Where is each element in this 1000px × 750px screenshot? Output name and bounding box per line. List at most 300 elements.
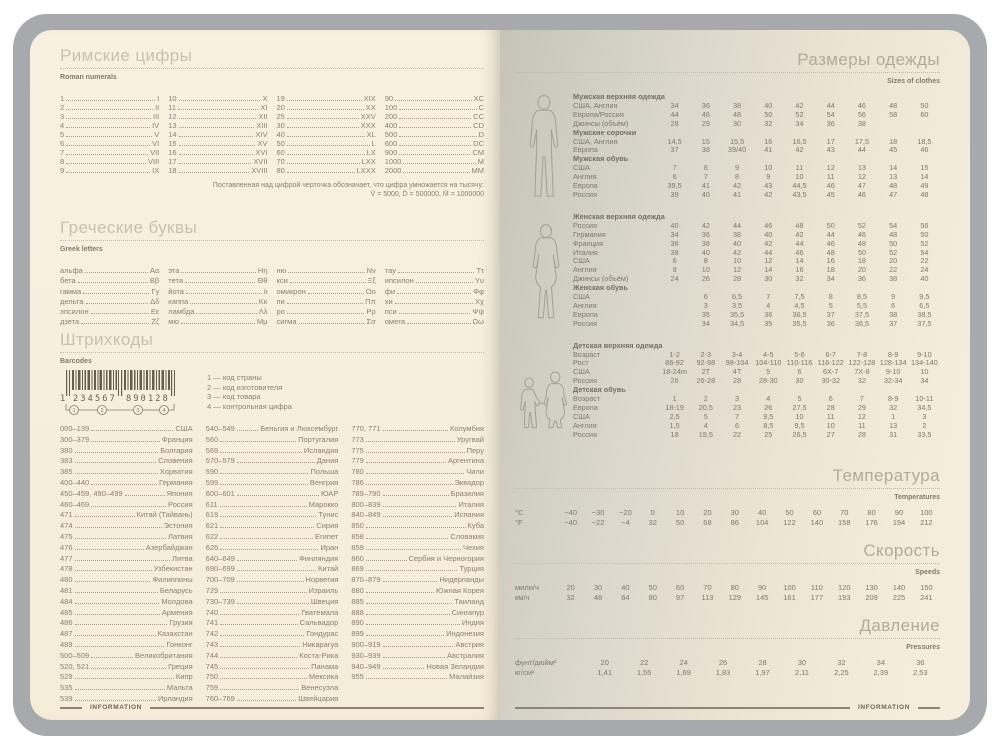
cell-value: 38 [701,238,710,248]
row-key: 100 [384,103,398,112]
cell-value: 45 [889,145,898,155]
left-page [30,30,500,720]
dotted-leader [366,473,464,474]
barcode-marker-4: 4 [162,408,166,414]
cell-value: 26,5 [792,429,807,439]
table-row [351,662,484,673]
dotted-leader [75,646,165,647]
cell-value: 9 [891,292,896,302]
section-title: Скорость [863,541,940,560]
cell-value: 5 [797,394,802,404]
row-key: 19 [276,94,285,103]
section-title: Давление [859,616,940,635]
cell-value: 22 [732,429,742,439]
dotted-leader [75,527,162,528]
cell-value: 98-104 [725,358,749,368]
row-key: 621 [205,521,219,531]
table-row [60,564,193,575]
table-row [573,422,940,431]
row-label: Англия [573,300,597,310]
table-row [277,130,376,139]
cell-value: 90 [758,583,767,592]
row-key: 622 [205,531,219,541]
table-row [206,608,339,619]
row-value: Филиппины [152,575,193,585]
cell-value: 13 [857,163,866,173]
row-key: 481 [60,585,73,595]
cell-value: 11 [826,411,835,421]
table-row [60,597,193,608]
table-row [60,521,193,532]
table-row [206,478,339,489]
row-value: Сингапур [451,607,484,617]
table-row [206,683,339,694]
table-row [60,287,159,297]
cell-value: 41 [732,189,742,199]
row-value: Аргентина [448,456,484,466]
table-row [277,266,376,276]
table-column [60,424,193,705]
row-value: LX [366,148,376,157]
table-row [351,543,484,554]
row-key: 1 [60,94,65,103]
cell-value: 20 [600,658,609,667]
cell-value: 3 [922,411,927,421]
cell-value: 4-5 [762,349,774,359]
cell-value: 2,5 [669,411,680,421]
cell-value: 18 [889,136,898,146]
cell-value: 122 [783,517,796,527]
footer-line [150,707,484,709]
cell-value: 42 [732,247,742,257]
cell-value: 38 [732,100,742,110]
row-value: C [478,103,484,112]
cell-value: 161 [783,592,796,602]
table-row [573,164,940,173]
dotted-leader [66,172,150,173]
row-key: 471 [60,510,73,520]
cell-value: 7 [859,394,864,404]
cell-value: 30 [593,583,603,592]
cell-value: 4,5 [794,300,805,310]
row-key: ню [276,266,287,275]
table-subheader: Детская обувь [573,385,626,395]
section-title: Температура [832,466,940,485]
cell-value: 22 [889,265,898,275]
row-label: Россия [573,318,597,328]
table-row [206,446,339,457]
section-speed [515,541,940,603]
cell-value: 15,5 [729,136,745,146]
cell-value: 70 [703,583,712,592]
row-value: Марокко [308,499,339,509]
cell-value: 209 [865,592,878,602]
row-value: XVIII [251,166,268,175]
row-value: Латвия [168,531,193,541]
cell-value: 38 [889,274,898,284]
row-label: Англия [573,420,597,430]
cell-value: 32 [857,376,866,386]
cell-value: 4 [766,394,771,404]
row-key: 750 [205,672,219,682]
row-key: 475 [60,531,73,541]
row-value: XV [257,139,268,148]
cell-value: 56 [920,220,929,230]
dotted-leader [287,172,355,173]
cell-value: 8 [672,265,677,275]
cell-value: 8,5 [856,292,868,302]
cell-value: 50 [764,109,773,119]
row-key: 11 [168,103,177,112]
table-row [277,112,376,121]
cell-value: 2-3 [700,349,712,359]
row-value: Νν [366,266,376,275]
row-label: °C [515,508,524,517]
table-row [168,297,267,307]
row-value: Россия [168,499,193,509]
dotted-leader [178,109,258,110]
table-row [206,424,339,435]
cell-value: 3-4 [731,349,743,359]
dotted-leader [383,506,457,507]
size-group [573,213,940,329]
row-label: США [573,163,590,173]
dotted-leader [220,668,309,669]
dotted-leader [237,570,316,571]
dotted-leader [287,136,365,137]
cell-value: 52 [857,220,866,230]
row-key: 200 [384,112,398,121]
row-key: 486 [60,618,73,628]
dotted-leader [85,272,148,273]
section-subtitle: Temperatures [894,494,940,501]
footer-line [515,707,850,709]
row-value: Израиль [308,585,339,595]
cell-value: 32 [795,274,804,284]
dotted-leader [75,635,156,636]
section-subtitle: Barcodes [60,358,92,365]
cell-value: 34 [826,274,835,284]
table-row [277,307,376,317]
row-value: Нидерланды [439,575,484,585]
row-key: тета [168,276,184,286]
table-row [573,222,940,231]
row-key: 775 [351,445,364,455]
table-row [277,317,376,327]
cell-value: 32 [566,592,575,602]
dotted-leader [91,430,173,431]
table-row [573,138,940,147]
cell-value: 176 [865,517,878,527]
table-row [60,618,193,629]
row-key: 560 [205,434,219,444]
dotted-leader [383,581,438,582]
row-key: 870–879 [351,575,381,585]
table-row [60,500,193,511]
cell-value: 100 [783,583,796,592]
cell-value: 80 [648,592,657,602]
dotted-leader [403,163,475,164]
table-row [168,94,267,103]
cell-value: 28 [670,118,679,128]
barcode-marker-2: 2 [100,408,104,414]
row-key: каппа [168,296,189,306]
dotted-leader [237,495,319,496]
dotted-leader [75,516,135,517]
row-key: 626 [205,542,219,552]
cell-value: 48 [920,189,929,199]
row-key: омикрон [276,286,306,296]
cell-value [659,302,690,311]
cell-value: 8,5 [763,420,774,430]
table-row [60,103,159,112]
cell-value: 12 [732,265,742,275]
table-row [168,130,267,139]
cell-value: 30-32 [821,376,841,386]
cell-value: 34 [701,318,710,328]
row-value: Исландия [303,445,339,455]
row-value: Ηη [257,266,268,275]
dotted-leader [399,145,471,146]
table-row [60,166,159,175]
cell-value: 80 [867,508,876,517]
cell-value: 140 [892,583,906,592]
cell-value: 39/40 [727,145,747,155]
row-key: 3 [60,112,65,121]
dotted-leader [179,154,254,155]
dotted-leader [366,549,461,550]
dotted-leader [366,635,444,636]
row-key: ламбда [168,307,195,317]
table-row [206,640,339,651]
cell-value: 8 [735,172,740,182]
row-value: Οο [365,286,376,296]
dotted-leader [91,484,157,485]
dotted-leader [179,136,254,137]
row-value: VI [152,139,160,148]
row-value: Сальвадор [299,618,339,628]
row-value: X [262,94,268,103]
dotted-leader [399,118,471,119]
row-key: мю [168,317,180,327]
row-key: 800–839 [351,499,381,509]
dotted-leader [86,303,149,304]
cell-value: 5,5 [856,300,868,310]
row-value: XVI [255,148,268,157]
row-value: XC [473,94,484,103]
row-value: Чехия [462,542,484,552]
cell-value: 120 [837,583,851,592]
cell-value: 46 [795,247,804,257]
row-key: 474 [60,521,73,531]
row-value: Θθ [257,276,268,286]
dotted-leader [287,313,365,314]
table-subheader: Мужская верхняя одежда [573,92,665,101]
row-value: MM [471,166,484,175]
table-row [60,554,193,565]
cell-value: 6,5 [731,292,743,302]
dotted-leader [366,462,446,463]
cell-value: 7 [735,411,740,421]
cell-value: 10 [732,256,742,266]
cell-value: 35,5 [729,309,745,319]
cell-value: 37 [670,145,679,155]
cell-value: 25 [764,429,773,439]
cell-value: 9,5 [919,292,930,302]
row-label: мили/ч [515,583,539,592]
table-row [385,130,484,139]
row-value: Польша [310,467,339,477]
row-value: Υυ [474,276,484,286]
divider [515,488,940,489]
row-key: 500–509 [60,650,90,660]
cell-value: 52 [920,238,929,248]
dotted-leader [220,646,300,647]
table-row [385,94,484,103]
row-key: 10 [168,94,177,103]
cell-value: 9-10 [917,349,932,359]
dotted-leader [179,127,255,128]
cell-value: 28 [826,403,835,412]
dotted-leader [287,303,363,304]
table-row [60,683,193,694]
row-value: VIII [147,157,160,166]
row-value: Ρρ [366,307,376,317]
row-value: Швеция [310,596,339,606]
row-key: 500 [384,130,398,139]
table-row [168,103,267,112]
row-value: D [478,130,484,139]
barcode-digit-country: 1 [60,394,66,404]
cell-value [878,120,909,129]
table-row [168,287,267,297]
dotted-leader [83,293,149,294]
cell-value: 50 [785,508,794,517]
row-key: 780 [351,467,364,477]
dotted-leader [399,127,471,128]
cell-value: 8 [828,292,833,302]
row-value: XIII [256,121,268,130]
cell-value: 42 [764,238,773,248]
row-value: Япония [166,488,193,498]
cell-value: 38,5 [917,309,932,319]
cell-value: 52 [889,247,898,257]
row-key: 7 [60,148,65,157]
table-row [573,320,940,329]
legend-item: 2 — код изготовителя [207,382,283,392]
cell-value: 14 [889,163,898,173]
row-value: Германия [159,477,193,487]
sizes-body [515,93,940,473]
page-footer [60,704,484,711]
cell-value: 28 [758,658,767,667]
section-subtitle: Roman numerals [60,74,117,81]
table-row [515,518,940,528]
dotted-leader [66,118,151,119]
table-row [60,139,159,148]
page-footer [515,704,940,711]
dotted-leader [220,624,297,625]
dotted-leader [220,592,307,593]
cell-value: 2,39 [873,667,889,677]
row-value: Мальта [166,683,193,693]
row-key: пи [276,296,285,306]
cell-value: 34,5 [729,318,745,328]
cell-value: 37,5 [917,318,932,328]
row-label: Англия [573,172,597,182]
dotted-leader [220,657,297,658]
row-value: Бразилия [450,488,484,498]
dotted-leader [220,635,304,636]
row-value: II [155,103,160,112]
row-key: 840–849 [351,510,381,520]
cell-value: 54 [920,247,929,257]
note-line: V̄ = 5000, D̄ = 500000, M̄ = 1000000 [370,191,484,198]
cell-value: 9 [735,163,740,173]
barcode-digits-left-group: 234567 [73,394,117,404]
row-value: Гондурас [306,629,339,639]
cell-value: 1-2 [669,349,680,359]
row-key: омега [384,317,405,327]
table-row [60,510,193,521]
cell-value: 37,5 [854,309,870,319]
cell-value: 24 [679,658,688,667]
row-value: Узбекистан [153,564,193,574]
row-key: 619 [205,510,219,520]
dotted-leader [81,323,149,324]
dotted-leader [366,538,449,539]
cell-value: 50 [889,238,898,248]
row-key: 729 [205,585,219,595]
row-key: 6 [60,139,65,148]
cell-value: 36,5 [854,318,870,328]
table-row [351,456,484,467]
row-value: Эквадор [454,477,484,487]
table-row [351,564,484,575]
cell-value: 5 [703,411,708,421]
barcode-legend [207,373,292,411]
cell-value: 0 [650,508,655,517]
table-row [60,586,193,597]
row-key: 880 [351,585,364,595]
dotted-leader [383,516,453,517]
row-label: Европа [573,181,598,191]
table-row [351,489,484,500]
row-key: 487 [60,629,73,639]
legend-item: 3 — код товара [207,392,261,401]
dotted-leader [75,581,151,582]
table-row [60,478,193,489]
cell-value: 46 [764,220,773,230]
cell-value [909,120,940,129]
greek-letters-table [60,266,484,328]
cell-value: 34 [795,118,804,128]
table-column [168,94,267,175]
cell-value: 29 [857,403,866,412]
cell-value: 10 [701,265,710,275]
cell-value: 31 [889,429,898,439]
table-row [206,500,339,511]
table-row [168,148,267,157]
section-greek-letters [60,218,484,328]
dotted-leader [75,592,158,593]
table-row [206,510,339,521]
dotted-leader [366,624,460,625]
row-label: Россия [573,189,597,199]
dotted-leader [383,668,425,669]
table-row [573,311,940,320]
table-row [206,467,339,478]
